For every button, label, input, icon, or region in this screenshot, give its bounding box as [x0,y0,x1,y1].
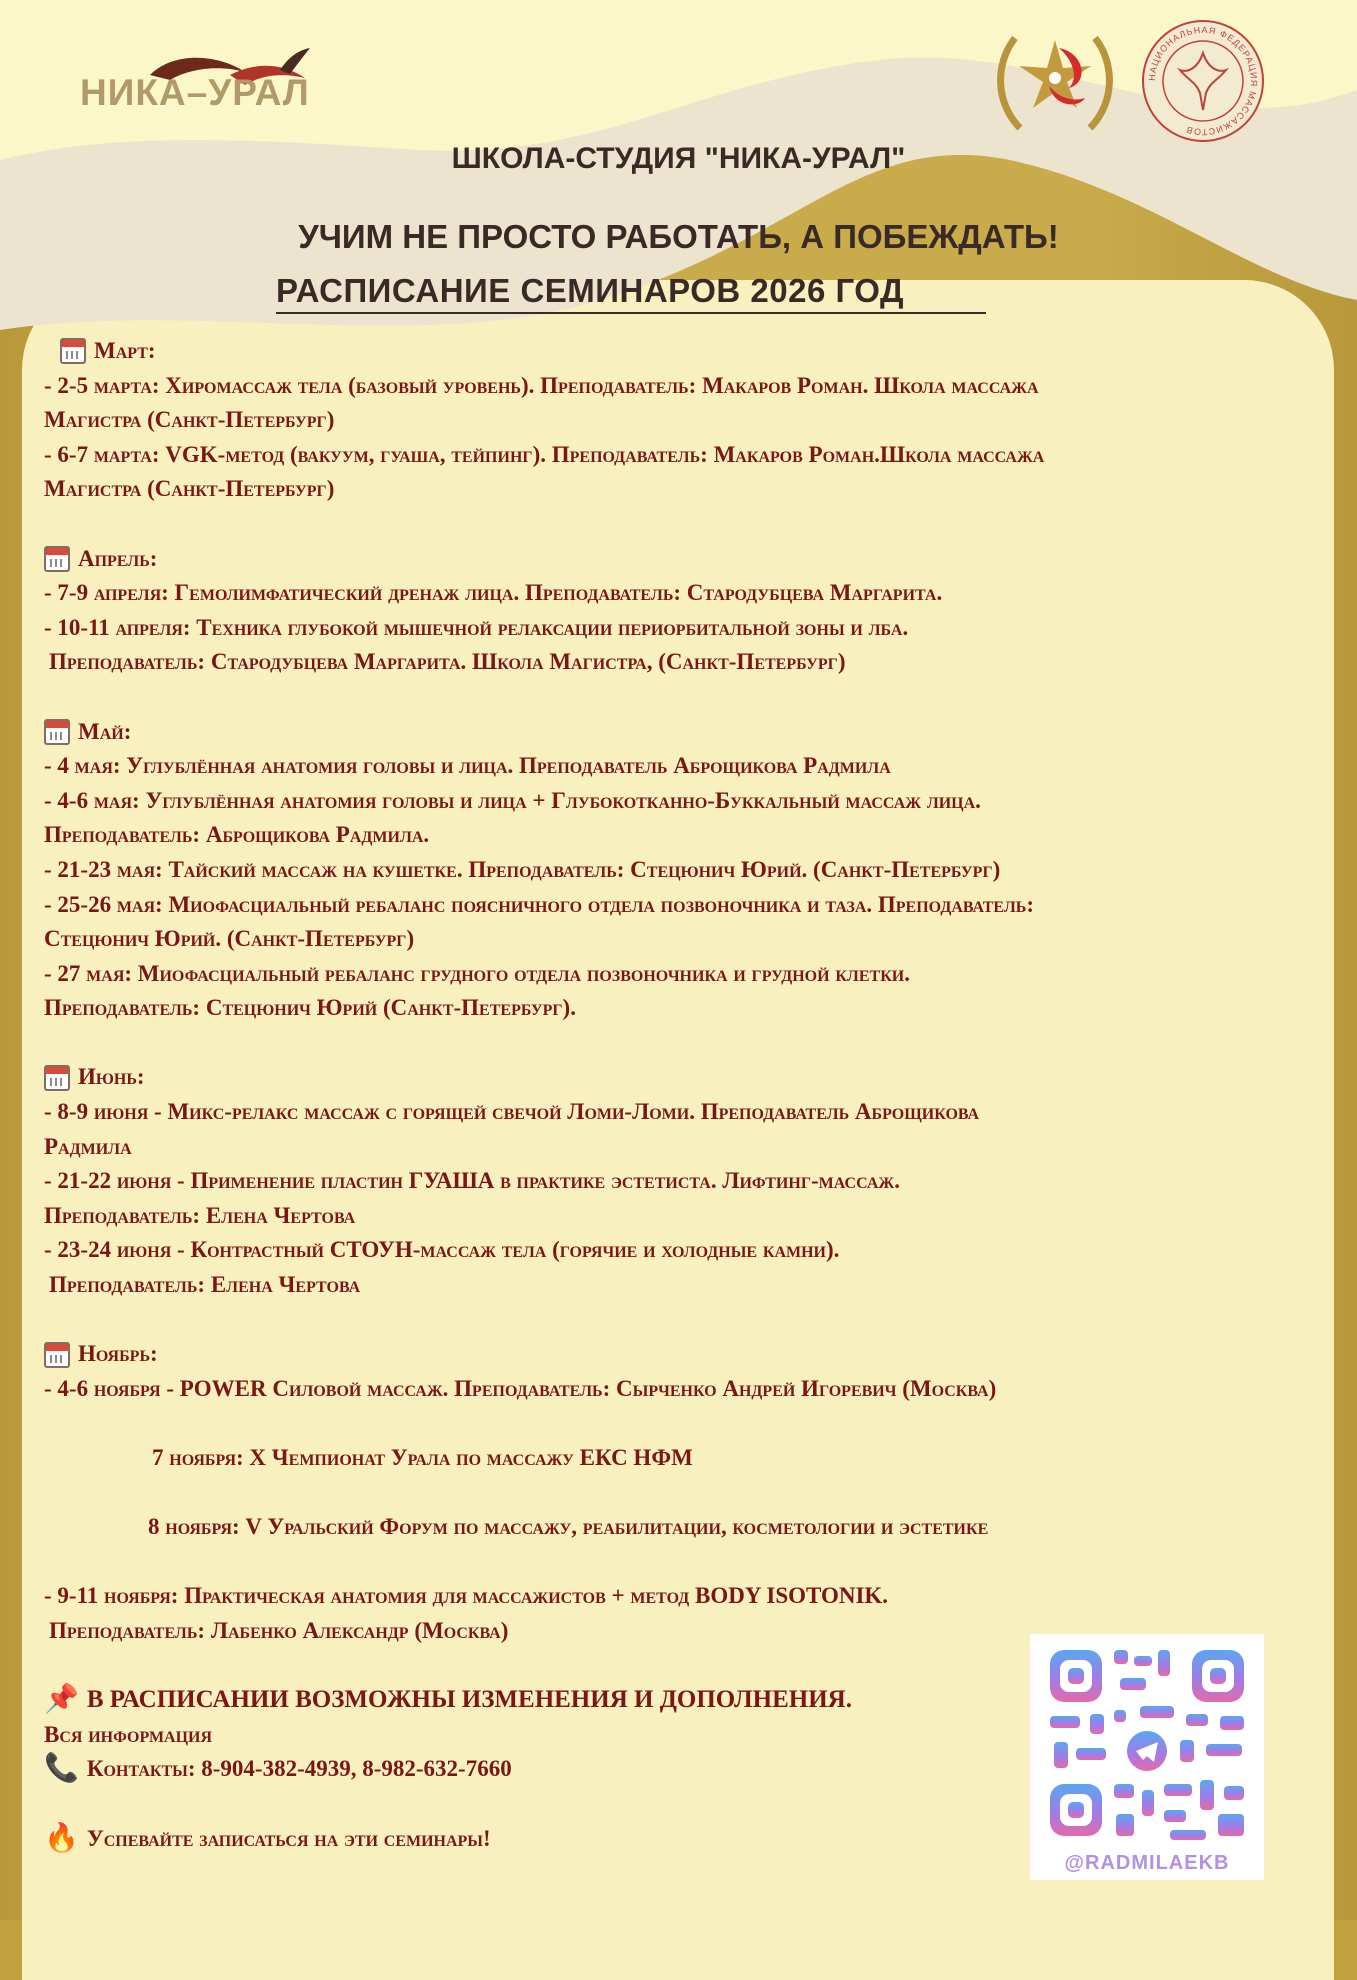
seminar-line: Преподаватель: Стецюнич Юрий (Санкт-Петербург). [44,995,576,1021]
seminar-line: - 27 мая: Миофасциальный ребаланс грудного отдела позвоночника и грудной клетки. [44,960,910,986]
seminar-line: - 9-11 ноября: Практическая анатомия для массажистов + метод BODY ISOTONIK. [44,1583,889,1609]
seminar-line: Преподаватель: Елена Чертова [49,1272,361,1298]
seminar-line: - 23-24 июня - Контрастный СТОУН-массаж тела (горячие и холодные камни). [44,1237,840,1263]
month-heading-november: Ноябрь: [44,1337,1324,1372]
seminar-line: Стецюнич Юрий. (Санкт-Петербург) [44,926,415,952]
fire-icon: 🔥 [44,1822,79,1854]
month-heading-march: Март: [44,334,1324,369]
qr-handle: @RADMILAEKB [1064,1852,1230,1874]
seminar-line: Магистра (Санкт-Петербург) [44,407,335,433]
seminar-line: - 21-22 июня - Применение пластин ГУАША в практике эстетиста. Лифтинг-массаж. [44,1168,900,1194]
month-heading-april: Апрель: [44,542,1324,577]
calendar-icon [44,546,70,572]
seminar-line: - 2-5 марта: Хиромассаж тела (базовый уровень). Преподаватель: Макаров Роман. Школа массажа [44,372,1039,398]
championship-line: 7 ноября: X Чемпионат Урала по массажу ЕКС НФМ [152,1445,693,1470]
calendar-icon [44,719,70,745]
seminar-line: - 4-6 мая: Углублённая анатомия головы и лица + Глубокотканно-Буккальный массаж лица. [44,787,981,813]
seminar-line: Преподаватель: Аброщикова Радмила. [44,822,430,848]
seminar-line: Преподаватель: Лабенко Александр (Москва) [49,1617,509,1643]
seminar-line: Преподаватель: Стародубцева Маргарита. Школа Магистра, (Санкт-Петербург) [49,649,846,675]
cta-line: 🔥 Успевайте записаться на эти семинары! [44,1822,1324,1857]
schedule-title: РАСПИСАНИЕ СЕМИНАРОВ 2026 ГОД [276,272,986,314]
championship-laurel-emblem [990,18,1120,140]
school-title: ШКОЛА-СТУДИЯ "НИКА-УРАЛ" [451,142,906,175]
info-line: Вся информация [44,1721,213,1747]
calendar-icon [44,1342,70,1368]
national-federation-seal [1140,18,1266,144]
seminar-line: - 25-26 мая: Миофасциальный ребаланс поясничного отдела позвоночника и таза. Преподаватель: [44,891,1034,917]
schedule-content [44,334,1324,1856]
seal-ring-text: НАЦИОНАЛЬНАЯ ФЕДЕРАЦИЯ МАССАЖИСТОВ [1146,24,1260,138]
schedule-notice: 📌 В РАСПИСАНИИ ВОЗМОЖНЫ ИЗМЕНЕНИЯ И ДОПОЛНЕНИЯ. [44,1683,1324,1718]
phone-icon: 📞 [44,1753,79,1785]
pushpin-icon: 📌 [44,1684,79,1716]
calendar-icon [44,1065,70,1091]
seminar-line: Магистра (Санкт-Петербург) [44,476,335,502]
seminar-line: - 4 мая: Углублённая анатомия головы и лица. Преподаватель Аброщикова Радмила [44,753,891,779]
month-heading-may: Май: [44,715,1324,750]
seminar-line: - 6-7 марта: VGK-метод (вакуум, гуаша, тейпинг). Преподаватель: Макаров Роман.Школа массажа [44,441,1045,467]
brand-logo-text: НИКА–УРАЛ [80,72,310,113]
seminar-line: - 8-9 июня - Микс-релакс массаж с горящей свечой Ломи-Ломи. Преподаватель Аброщикова [44,1099,980,1125]
seminar-line: Радмила [44,1133,132,1159]
month-heading-june: Июнь: [44,1060,1324,1095]
seminar-line: - 4-6 ноября - POWER Силовой массаж. Преподаватель: Сырченко Андрей Игоревич (Москва) [44,1375,997,1401]
contacts-line: 📞 Контакты: 8-904-382-4939, 8-982-632-7660 [44,1752,1324,1787]
seminar-line: - 10-11 апреля: Техника глубокой мышечной релаксации периорбитальной зоны и лба. [44,614,909,640]
telegram-qr-code[interactable] [1030,1634,1264,1880]
seminar-line: - 7-9 апреля: Гемолимфатический дренаж лица. Преподаватель: Стародубцева Маргарита. [44,580,943,606]
forum-line: 8 ноября: V Уральский Форум по массажу, реабилитации, косметологии и эстетике [148,1514,989,1540]
seminar-line: Преподаватель: Елена Чертова [44,1202,356,1228]
calendar-icon [60,338,86,364]
seminar-line: - 21-23 мая: Тайский массаж на кушетке. Преподаватель: Стецюнич Юрий. (Санкт-Петербург) [44,856,1001,882]
slogan: УЧИМ НЕ ПРОСТО РАБОТАТЬ, А ПОБЕЖДАТЬ! [298,218,1059,255]
